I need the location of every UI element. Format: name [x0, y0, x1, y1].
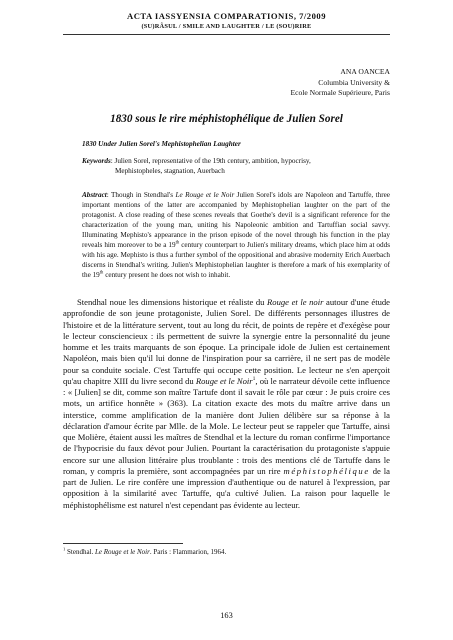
abstract-text: Julien Sorel's idols are Napoleon and Tartuffe, three important mentions of the latter are accompanied by Mephistophelian laughter on the part of the protagonist. A close reading of these scenes reveals that Goethe's devil is a significant reference for the characterization of the young man, uniting his Napoleonic ambition and Tartuffian social savvy. Illuminating Mephisto's appearance in the prison episode of the novel through his function in the play reveals him moreover to be a 19 [82, 191, 391, 249]
footnote-text: Stendhal. [65, 548, 96, 556]
body-paragraph [63, 297, 390, 511]
abstract-text: century counterpart to Julien's military dreams, which place him at odds with his age. Mephisto is thus a further symbol of the oppositional and abrasive modernity Erich Auerbach discerns in Stendhal's writing. Julien's Mephistophelian laughter is therefore a mark of his exemplarity of the 19 [82, 241, 390, 279]
author-affiliation-2: Ecole Normale Supérieure, Paris [290, 88, 390, 97]
keywords-text: : Julien Sorel, representative of the 19th century, ambition, hypocrisy, [110, 157, 311, 165]
article-title-fr: 1830 sous le rire méphistophélique de Julien Sorel [110, 113, 343, 125]
keywords-text-continued: Mephistopheles, stagnation, Auerbach [115, 167, 225, 175]
author-affiliation-1: Columbia University & [318, 77, 390, 87]
body-text: Stendhal noue les dimensions historique et réaliste du [77, 297, 268, 307]
abstract-superscript: th [175, 240, 180, 246]
abstract-text: : Though in Stendhal's [106, 191, 176, 199]
author-block [290, 67, 390, 99]
abstract-novel-title: Le Rouge et le Noir [175, 191, 235, 199]
footnote-reference[interactable]: 1 [252, 375, 256, 382]
article-title-en: 1830 Under Julien Sorel's Mephistophelian Laughter [82, 140, 241, 148]
footnote-divider [63, 543, 183, 544]
keywords-label: Keywords [82, 157, 111, 165]
body-text: de la part de Julien. Le rire confère une impression d'authentique ou de naturel à l'expression, par opposition à la similarité avec Tartuffe, qu'a cultivé Julien. La raison pour laquelle le méphistophélisme est naturel n'est cependant pas évidente au lecteur. [63, 465, 390, 510]
body-novel-title: Rouge et le noir [267, 297, 324, 307]
journal-title: ACTA IASSYENSIA COMPARATIONIS, 7/2009 [127, 11, 326, 21]
footnote [63, 548, 226, 556]
abstract [82, 190, 390, 280]
abstract-text: century present he does not wish to inhabit. [103, 271, 231, 279]
abstract-superscript: th [99, 270, 104, 276]
body-novel-title: Rouge et le Noir [195, 375, 253, 386]
footnote-title: Le Rouge et le Noir [95, 548, 150, 556]
body-emphasis: méphistophélique [283, 465, 370, 476]
abstract-label: Abstract [82, 191, 107, 199]
header-divider [63, 34, 390, 35]
body-text: autour d'une étude approfondie de son jeune protagoniste, Julien Sorel. De différents personnages illustres de l'histoire et de la littérature servent, tout au long du récit, de points de repère et d'exégèse pour le lecteur consciencieux : ils permettent de suivre la synergie entre la personnalité du jeune homme et les traits marquants de son époque. La principale idole de Julien est certainement Napoléon, mais bien qu'il lui donne de l'inspiration pour sa carrière, il ne sert pas de modèle pour sa conduite sociale. C'est Tartuffe qui occupe cette position. Le lecteur ne s'en aperçoit qu'au chapitre XIII du livre second du [63, 297, 390, 386]
footnote-text: . Paris : Flammarion, 1964. [149, 548, 227, 556]
page-number: 163 [220, 611, 233, 620]
author-name: ANA OANCEA [340, 67, 390, 76]
journal-subtitle: (SU)RÂSUL / SMILE AND LAUGHTER / LE (SOU)RIRE [141, 23, 312, 30]
footnote-number: 1 [63, 546, 66, 552]
keywords [82, 156, 390, 176]
body-text: , où le narrateur dévoile cette influence : « [Julien] se dit, comme son maître Tartufe dont il savait le rôle par cœur : Je puis croire ces mots, un artifice honnête » (363). La citation exacte des mots du maître arrive dans un interstice, comme amplification de la manière dont Julien délibère sur sa réponse à la déclaration d'amour écrite par Mlle. de la Mole. Le lecteur peut se rappeler que Tartuffe, ainsi que Molière, étaient aussi les maîtres de Stendhal et la lecture du roman confirme l'importance de l'hypocrisie du faux dévot pour Julien. Pourtant la caractérisation du protagoniste s'appuie encore sur une allusion littéraire plus troublante : trois des mentions clé de Tartuffe dans le roman, y compris la première, sont accompagnées par un rire [63, 375, 390, 476]
